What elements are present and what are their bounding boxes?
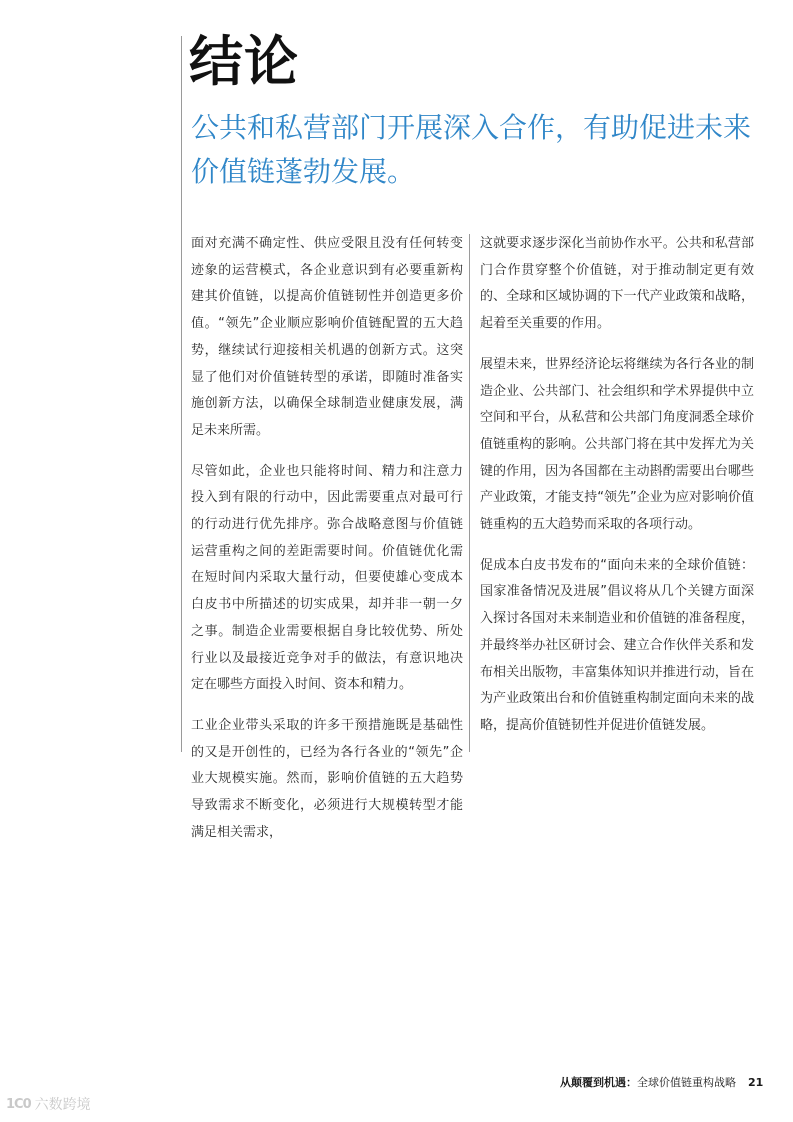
vertical-rule (181, 36, 182, 752)
watermark-text: 六数跨境 (34, 1097, 91, 1113)
page-footer (560, 1075, 763, 1091)
footer-title: 全球价值链重构战略 (637, 1076, 736, 1089)
page-subtitle: 公共和私营部门开展深入合作，有助促进未来价值链蓬勃发展。 (191, 111, 752, 188)
watermark-logo-icon: 1C0 (6, 1097, 31, 1112)
paragraph: 这就要求逐步深化当前协作水平。公共和私营部门合作贯穿整个价值链，对于推动制定更有效的、全球和区域协调的下一代产业政策和战略，起着至关重要的作用。 (480, 236, 754, 332)
watermark (6, 1094, 91, 1116)
footer-title-bold: 从颠覆到机遇： (560, 1076, 637, 1089)
paragraph: 尽管如此，企业也只能将时间、精力和注意力投入到有限的行动中，因此需要重点对最可行的行动进行优先排序。弥合战略意图与价值链运营重构之间的差距需要时间。价值链优化需在短时间内采取大量行动，但要使雄心变成本白皮书中所描述的切实成果，却并非一朝一夕之事。制造企业需要根据自身比较优势、所处行业以及最接近竞争对手的做法，有意识地决定在哪些方面投入时间、资本和精力。 (191, 463, 463, 693)
paragraph: 展望未来，世界经济论坛将继续为各行各业的制造企业、公共部门、社会组织和学术界提供中立空间和平台，从私营和公共部门角度洞悉全球价值链重构的影响。公共部门将在其中发挥尤为关键的作用，因为各国都在主动斟酌需要出台哪些产业政策，才能支持“领先”企业为应对影响价值链重构的五大趋势而采取的各项行动。 (480, 356, 754, 533)
paragraph: 促成本白皮书发布的“面向未来的全球价值链：国家准备情况及进展”倡议将从几个关键方面深入探讨各国对未来制造业和价值链的准备程度，并最终举办社区研讨会、建立合作伙伴关系和发布相关出版物，丰富集体知识并推进行动，旨在为产业政策出台和价值链重构制定面向未来的战略，提高价值链韧性并促进价值链发展。 (480, 557, 754, 733)
page-title: 结论 (189, 30, 299, 93)
paragraph: 面对充满不确定性、供应受限且没有任何转变迹象的运营模式，各企业意识到有必要重新构建其价值链，以提高价值链韧性并创造更多价值。“领先”企业顺应影响价值链配置的五大趋势，继续试行迎接相关机遇的创新方式。这突显了他们对价值链转型的承诺，即随时准备实施创新方法，以确保全球制造业健康发展，满足未来所需。 (191, 236, 463, 438)
column-divider (469, 234, 470, 752)
page-number: 21 (748, 1076, 764, 1089)
paragraph: 工业企业带头采取的许多干预措施既是基础性的又是开创性的，已经为各行各业的“领先”企业大规模实施。然而，影响价值链的五大趋势导致需求不断变化，必须进行大规模转型才能满足相关需求， (191, 717, 463, 840)
left-column (191, 231, 463, 860)
right-column (480, 231, 754, 754)
